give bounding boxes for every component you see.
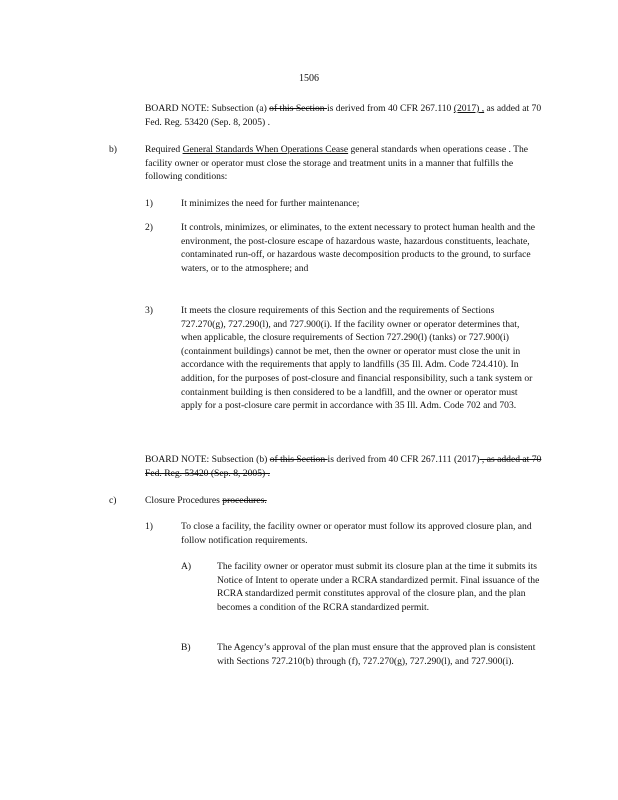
c-struck: procedures. bbox=[222, 495, 267, 506]
b-post: general standards when operations cease . The facility owner or operator must close the storage and treatment units in a manner that fulfills the following conditions: bbox=[145, 144, 529, 183]
c-subitem-b-label: B) bbox=[181, 642, 191, 653]
note-a-struck: of this Section bbox=[269, 103, 327, 114]
subsection-c-label: c) bbox=[109, 495, 117, 506]
b-item-3-label: 3) bbox=[145, 305, 153, 316]
note-b-struck: of this Section bbox=[269, 454, 328, 465]
b-item-3-text: It meets the closure requirements of this Section and the requirements of Sections 727.270(g), 727.290(l), and 727.900(i). If the facility owner or operator determines that, when applicable, the closure requirements of Section 727.290(l) (tanks) or 727.900(i) (containment buildings) cannot be met, then the owner or operator must close the unit in accordance with the requirements that apply to landfills (35 Ill. Adm. Code 724.410). In addition, for the purposes of post-closure and financial responsibility, such a tank system or containment building is then considered to be a landfill, and the owner or operator must apply for a post-closure care permit in accordance with 35 Ill. Adm. Code 702 and 703. bbox=[181, 305, 533, 412]
b-pre: Required bbox=[145, 144, 183, 155]
subsection-b-text bbox=[145, 143, 545, 184]
board-note-b bbox=[145, 453, 545, 480]
b-item-1-text: It minimizes the need for further maintenance; bbox=[181, 198, 360, 209]
c-subitem-b-text: The Agency’s approval of the plan must ensure that the approved plan is consistent with Sections 727.210(b) through (f), 727.270(g), 727.290(l), and 727.900(i). bbox=[217, 642, 536, 667]
note-b-plain: (2017) bbox=[453, 454, 480, 465]
note-b-pre: BOARD NOTE: Subsection (b) bbox=[145, 454, 270, 465]
note-a-mid: is derived from 40 CFR 267.110 bbox=[327, 103, 454, 114]
subsection-b-label: b) bbox=[109, 144, 117, 155]
c-item-1-text: To close a facility, the facility owner or operator must follow its approved closure plan, and follow notification requirements. bbox=[181, 521, 532, 546]
b-item-1-label: 1) bbox=[145, 198, 153, 209]
c-subitem-a-label: A) bbox=[181, 561, 192, 572]
note-a-underlined: (2017) , bbox=[453, 103, 485, 114]
c-item-1-label: 1) bbox=[145, 521, 153, 532]
b-underlined: General Standards When Operations Cease bbox=[182, 144, 349, 155]
c-subitem-a-text: The facility owner or operator must submit its closure plan at the time it submits its Notice of Intent to operate under a RCRA standardized permit. Final issuance of the RCRA standardized permit constitutes approval of the closure plan, and the plan becomes a condition of the RCRA standardized permit. bbox=[217, 561, 540, 613]
note-a-pre: BOARD NOTE: Subsection (a) bbox=[145, 103, 270, 114]
page-number: 1506 bbox=[299, 73, 319, 84]
note-b-struck2: , as added at 70 Fed. Reg. 53420 (Sep. 8, 2005) . bbox=[145, 454, 542, 479]
b-item-2-label: 2) bbox=[145, 222, 153, 233]
note-a-post: as added at 70 Fed. Reg. 53420 (Sep. 8, 2005) . bbox=[145, 103, 542, 128]
c-pre: Closure Procedures bbox=[145, 495, 223, 506]
b-item-2-text: It controls, minimizes, or eliminates, to the extent necessary to protect human health and the environment, the post-closure escape of hazardous waste, hazardous constituents, leachate, contaminated run-off, or hazardous waste decomposition products to the ground, to surface waters, or to the atmosphere; and bbox=[181, 222, 536, 274]
board-note-a bbox=[145, 102, 545, 129]
subsection-c-heading bbox=[145, 494, 545, 508]
note-b-mid: is derived from 40 CFR 267.111 bbox=[327, 454, 454, 465]
